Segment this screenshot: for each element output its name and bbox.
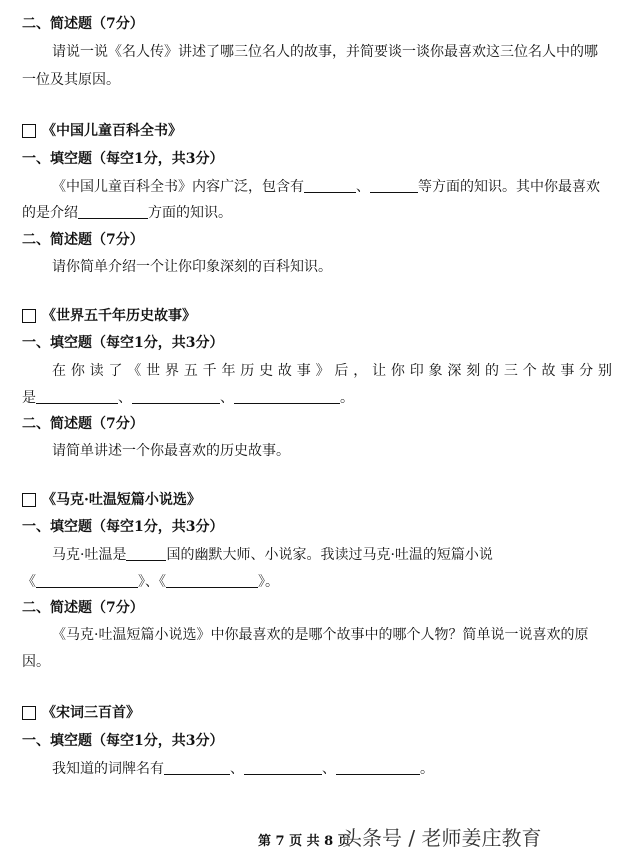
book-title-text: 《中国儿童百科全书》 xyxy=(42,123,182,139)
book-title-twain xyxy=(22,490,201,510)
book-title-songci xyxy=(22,703,140,723)
book-title-text: 《世界五千年历史故事》 xyxy=(42,308,196,324)
answer-blank[interactable] xyxy=(244,760,322,775)
book-title-encyclopedia xyxy=(22,121,182,141)
fill-blank-line: 马克·吐温是 国的幽默大师、小说家。我读过马克·吐温的短篇小说 xyxy=(52,547,493,563)
answer-blank[interactable] xyxy=(234,389,340,404)
answer-blank[interactable] xyxy=(78,204,148,219)
section-heading-fill-blank: 一、填空题（每空1分，共3分） xyxy=(22,335,224,351)
fill-blank-line: 我知道的词牌名有 、 、 。 xyxy=(52,761,434,777)
answer-blank[interactable] xyxy=(336,760,420,775)
fill-blank-line: 是 、 、 。 xyxy=(22,390,354,406)
question-text: 一位及其原因。 xyxy=(22,72,120,88)
section-heading-short-answer: 二、简述题（7分） xyxy=(22,16,144,32)
watermark: 头条号 / 老师姜庄教育 xyxy=(342,826,542,850)
checkbox-icon[interactable] xyxy=(22,493,36,507)
checkbox-icon[interactable] xyxy=(22,124,36,138)
book-title-text: 《宋词三百首》 xyxy=(42,705,140,721)
answer-blank[interactable] xyxy=(126,546,166,561)
section-heading-fill-blank: 一、填空题（每空1分，共3分） xyxy=(22,519,224,535)
question-text: 因。 xyxy=(22,654,50,670)
fill-blank-line: 在你读了《世界五千年历史故事》后，让你印象深刻的三个故事分别 xyxy=(52,363,612,379)
answer-blank[interactable] xyxy=(164,760,230,775)
section-heading-fill-blank: 一、填空题（每空1分，共3分） xyxy=(22,733,224,749)
question-text: 请你简单介绍一个让你印象深刻的百科知识。 xyxy=(52,259,332,275)
question-text: 《马克·吐温短篇小说选》中你最喜欢的是哪个故事中的哪个人物？简单说一说喜欢的原 xyxy=(52,627,589,643)
page-number: 第 7 页 共 8 页 xyxy=(258,834,351,849)
fill-blank-line: 《 》、《 》。 xyxy=(22,574,279,590)
checkbox-icon[interactable] xyxy=(22,309,36,323)
answer-blank[interactable] xyxy=(132,389,220,404)
answer-blank[interactable] xyxy=(36,573,138,588)
question-text: 请说一说《名人传》讲述了哪三位名人的故事，并简要谈一谈你最喜欢这三位名人中的哪 xyxy=(52,44,598,60)
section-heading-fill-blank: 一、填空题（每空1分，共3分） xyxy=(22,151,224,167)
answer-blank[interactable] xyxy=(370,178,418,193)
section-heading-short-answer: 二、简述题（7分） xyxy=(22,416,144,432)
checkbox-icon[interactable] xyxy=(22,706,36,720)
fill-blank-line: 的是介绍 方面的知识。 xyxy=(22,205,232,221)
section-heading-short-answer: 二、简述题（7分） xyxy=(22,600,144,616)
answer-blank[interactable] xyxy=(36,389,118,404)
question-text: 请简单讲述一个你最喜欢的历史故事。 xyxy=(52,443,290,459)
book-title-text: 《马克·吐温短篇小说选》 xyxy=(42,492,201,508)
book-title-history xyxy=(22,306,196,326)
answer-blank[interactable] xyxy=(166,573,258,588)
section-heading-short-answer: 二、简述题（7分） xyxy=(22,232,144,248)
answer-blank[interactable] xyxy=(304,178,356,193)
fill-blank-line: 《中国儿童百科全书》内容广泛，包含有 、 等方面的知识。其中你最喜欢 xyxy=(52,179,600,195)
